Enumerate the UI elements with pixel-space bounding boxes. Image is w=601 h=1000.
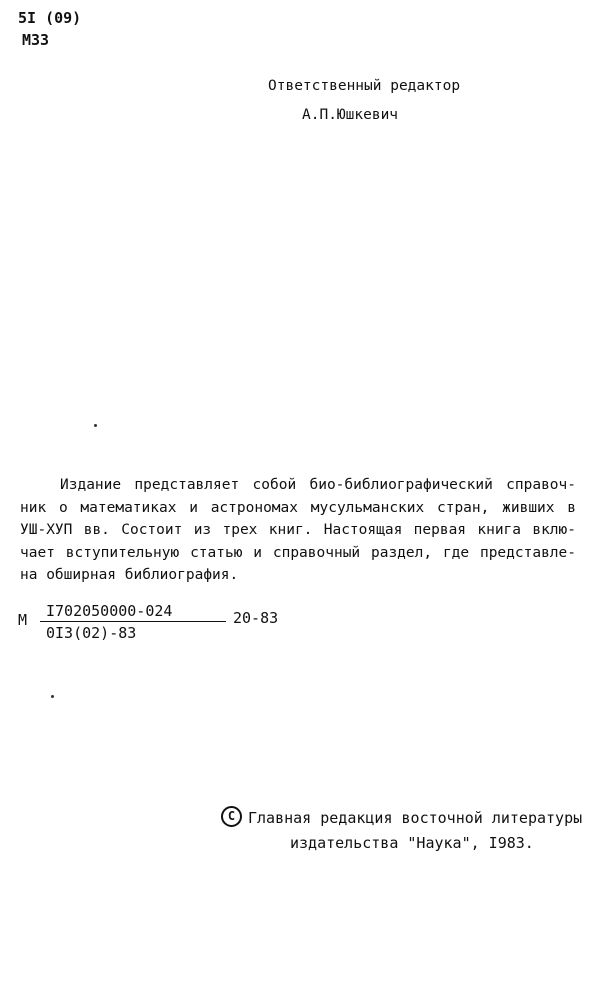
annotation-line: на обширная библиография.: [20, 567, 239, 583]
annotation-line: Издание представляет собой био-библиографический справоч-: [60, 477, 576, 493]
code-suffix: 20-83: [233, 609, 279, 627]
code-numerator: I702050000-024: [46, 602, 173, 620]
fraction-rule: [40, 621, 226, 622]
annotation-paragraph: [20, 474, 576, 587]
editor-name: А.П.Юшкевич: [302, 107, 399, 123]
code-denominator: 0I3(02)-83: [46, 624, 137, 642]
udc-index: 5I (09): [18, 9, 82, 27]
speck-mark: [94, 424, 97, 427]
annotation-line: ник о математиках и астрономах мусульманских стран, живших в: [20, 499, 576, 516]
annotation-line: УШ-ХУП вв. Состоит из трех книг. Настоящая первая книга вклю-: [20, 522, 576, 538]
code-letter: М: [18, 611, 28, 629]
copyright-line-1: Главная редакция восточной литературы: [248, 809, 583, 827]
speck-mark: [51, 695, 54, 698]
author-code: М33: [22, 31, 50, 49]
annotation-line: чает вступительную статью и справочный раздел, где представле-: [20, 544, 576, 561]
copyright-line-2: издательства "Наука", I983.: [290, 834, 534, 852]
editor-role: Ответственный редактор: [268, 78, 461, 94]
copyright-icon: C: [221, 806, 242, 827]
